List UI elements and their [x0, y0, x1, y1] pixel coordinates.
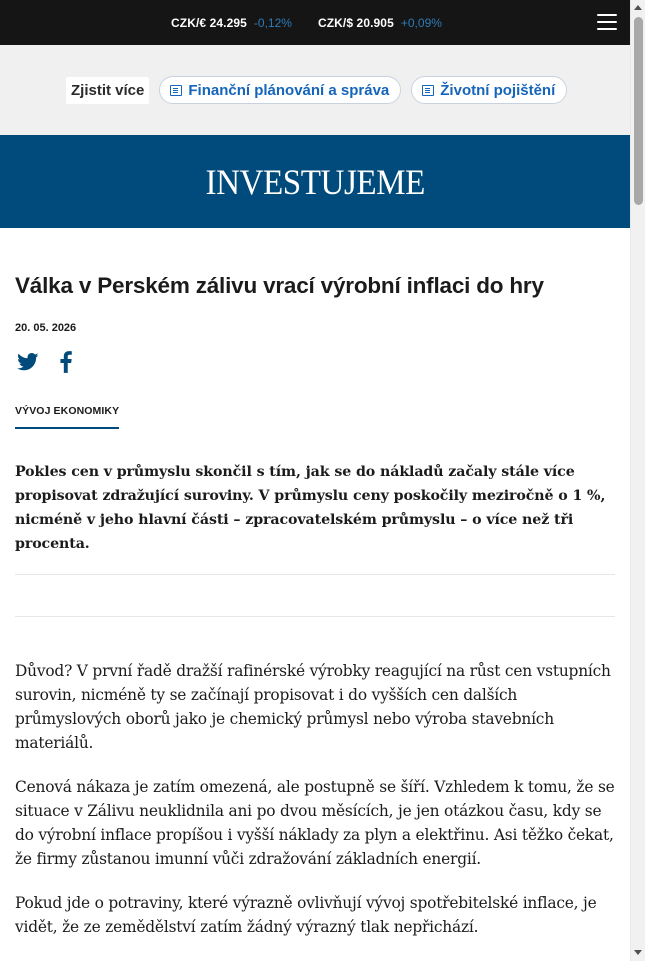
learn-more-label: Zjistit více — [66, 77, 149, 104]
rate-eur-pair: CZK/€ 24.295 — [171, 15, 247, 30]
exchange-rates — [171, 0, 468, 45]
newspaper-icon — [422, 85, 434, 96]
rate-eur-change: -0,12% — [253, 15, 292, 30]
link-financni-planovani[interactable] — [159, 76, 401, 104]
paragraph: Důvod? V první řadě dražší rafinérské výrobky reagující na růst cen vstupních surovin, nicméně ty se začínají propisovat i do vyšších cen dalších průmyslových oborů jako je chemický průmysl nebo výroba stavebních materiálů. — [15, 662, 611, 752]
twitter-icon[interactable] — [15, 349, 41, 375]
divider — [15, 575, 615, 617]
share-bar — [15, 349, 615, 375]
scroll-up-arrow-icon[interactable] — [634, 5, 642, 10]
paragraph: Pokud jde o potraviny, které výrazně ovlivňují vývoj spotřebitelské inflace, je vidět, že ze zemědělství zatím žádný výrazný tlak nepřichází. — [15, 894, 597, 936]
article-body — [15, 659, 615, 939]
newspaper-icon — [170, 85, 182, 96]
rate-usd[interactable] — [318, 16, 442, 30]
learn-more-strip — [0, 45, 630, 135]
category-tag[interactable]: VÝVOJ EKONOMIKY — [15, 405, 119, 429]
scroll-down-arrow-icon[interactable] — [634, 950, 642, 955]
link-zivotni-pojisteni-label: Životní pojištění — [440, 81, 556, 99]
hamburger-icon[interactable] — [597, 14, 617, 31]
article-title: Válka v Perském zálivu vrací výrobní inflaci do hry — [15, 273, 544, 298]
rate-usd-change: +0,09% — [400, 15, 442, 30]
link-financni-planovani-label: Finanční plánování a správa — [188, 81, 390, 99]
article — [0, 271, 630, 939]
rate-usd-pair: CZK/$ 20.905 — [317, 15, 394, 30]
rate-eur[interactable] — [171, 16, 292, 30]
article-lead: Pokles cen v průmyslu skončil s tím, jak se do nákladů začaly stále více propisovat zdražující suroviny. V průmyslu ceny poskočily meziročně o 1 %, nicméně v jeho hlavní části – zpracovatelském průmyslu – o více než tři procenta. — [15, 460, 615, 575]
brand-banner — [0, 135, 630, 228]
facebook-icon[interactable] — [53, 349, 79, 375]
scrollbar[interactable] — [630, 0, 645, 961]
article-date: 20. 05. 2026 — [15, 322, 77, 334]
site-logo[interactable]: INVESTUJEME — [205, 161, 425, 202]
paragraph: Cenová nákaza je zatím omezená, ale postupně se šíří. Vzhledem k tomu, že se situace v Zálivu neuklidnila ani po dvou měsících, je jen otázkou času, kdy se do výrobní inflace propíšou i vyšší náklady za plyn a elektřinu. Asi těžko čekat, že firmy zůstanou imunní vůči zdražování základních energií. — [15, 778, 615, 868]
scrollbar-thumb[interactable] — [634, 17, 643, 205]
ticker-bar — [0, 0, 630, 45]
link-zivotni-pojisteni[interactable] — [411, 76, 567, 104]
